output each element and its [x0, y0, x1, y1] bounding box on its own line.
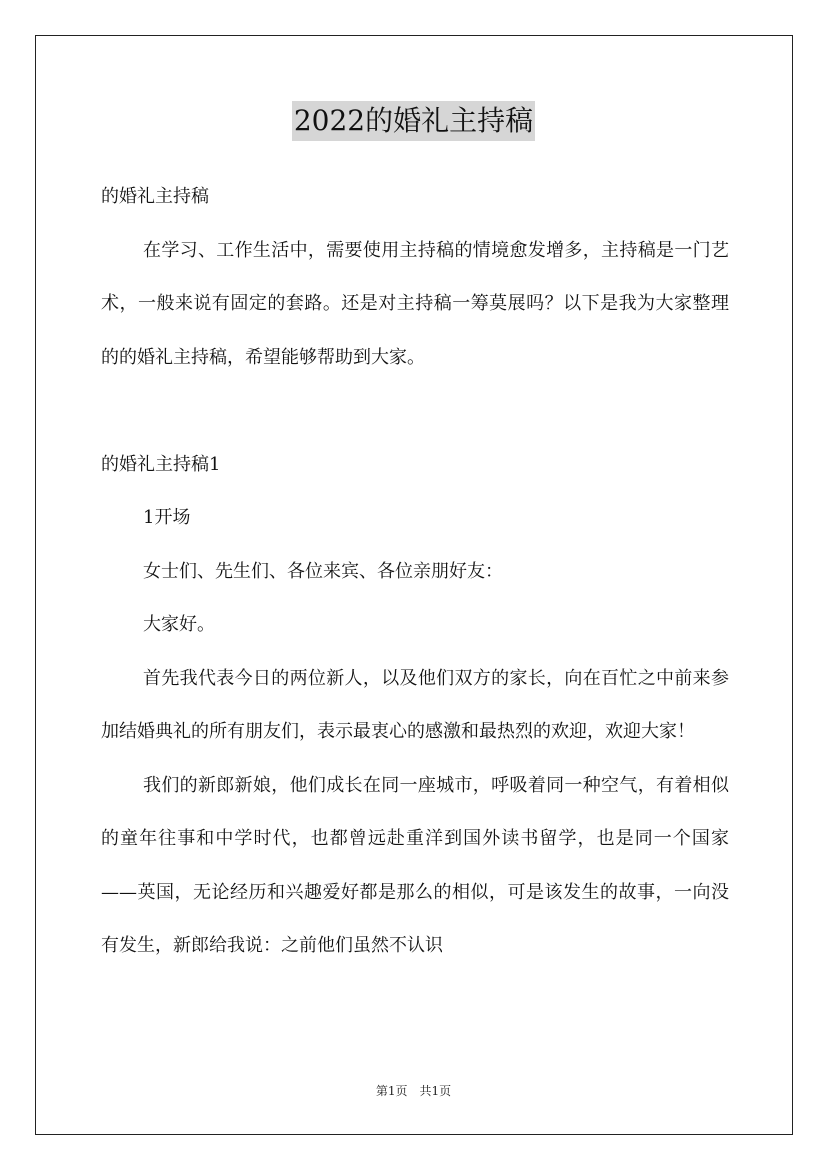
- subtitle: 的婚礼主持稿: [101, 186, 209, 207]
- section-subheading: 1开场: [143, 507, 191, 528]
- title-container: [0, 101, 827, 141]
- greeting-line: 女士们、先生们、各位来宾、各位亲朋好友：: [143, 560, 503, 582]
- blank-line: [101, 384, 729, 438]
- intro-paragraph: 在学习、工作生活中，需要使用主持稿的情境愈发增多，主持稿是一门艺术，一般来说有固定的套路。还是对主持稿一筹莫展吗？以下是我为大家整理的的婚礼主持稿，希望能够帮助到大家。: [101, 239, 729, 368]
- section-heading: 的婚礼主持稿1: [101, 453, 221, 475]
- page-footer: [0, 1083, 827, 1099]
- document-body: [101, 170, 729, 973]
- hello-line: 大家好。: [143, 614, 215, 635]
- page-number: 第1页 共1页: [375, 1084, 452, 1098]
- document-title: 2022的婚礼主持稿: [292, 101, 535, 141]
- paragraph-2: 我们的新郎新娘，他们成长在同一座城市，呼吸着同一种空气，有着相似的童年往事和中学时代，也都曾远赴重洋到国外读书留学，也是同一个国家——英国，无论经历和兴趣爱好都是那么的相似，可是该发生的故事，一向没有发生，新郎给我说：之前他们虽然不认识: [101, 774, 729, 956]
- paragraph-1: 首先我代表今日的两位新人，以及他们双方的家长，向在百忙之中前来参加结婚典礼的所有朋友们，表示最衷心的感激和最热烈的欢迎，欢迎大家！: [101, 667, 729, 742]
